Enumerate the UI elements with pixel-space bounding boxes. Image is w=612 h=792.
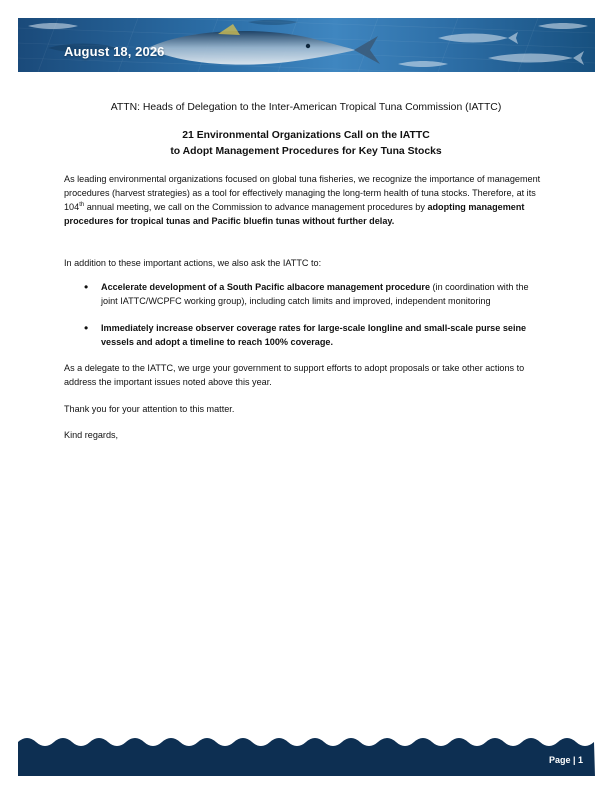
bullet-text xyxy=(101,280,546,308)
bullet-icon: • xyxy=(84,321,89,335)
intro-text-a: As leading environmental organizations focused on global tuna fisheries, we recognize the importance of management procedures (harvest strategies) as a tool for effectively managing the long-term health of tuna stocks. Therefore, at its 104 xyxy=(64,174,541,212)
additional-actions-paragraph: In addition to these important actions, we also ask the IATTC to: xyxy=(64,258,322,268)
footer-wave xyxy=(18,734,595,776)
bullet-bold-text: Immediately increase observer coverage rates for large-scale longline and small-scale purse seine vessels and adopt a timeline to reach 100% coverage. xyxy=(101,323,527,347)
intro-text-b: annual meeting, we call on the Commission to advance management procedures by xyxy=(84,202,428,212)
intro-paragraph xyxy=(64,172,544,228)
delegate-paragraph: As a delegate to the IATTC, we urge your government to support efforts to adopt proposals or take other actions to address the important issues noted above this year. xyxy=(64,363,525,387)
intro-bold-request: adopting management procedures for tropical tunas and Pacific bluefin tunas without further delay. xyxy=(64,202,525,226)
closing-line: Kind regards, xyxy=(64,430,119,440)
letter-date: August 18, 2026 xyxy=(64,44,165,59)
thank-you-line: Thank you for your attention to this matter. xyxy=(64,404,235,414)
header-banner xyxy=(18,18,595,72)
wave-graphic xyxy=(18,734,595,776)
title-line-1: 21 Environmental Organizations Call on the IATTC xyxy=(182,130,430,141)
attention-line: ATTN: Heads of Delegation to the Inter-American Tropical Tuna Commission (IATTC) xyxy=(110,102,502,113)
bullet-icon: • xyxy=(84,280,89,294)
title-line-2: to Adopt Management Procedures for Key Tuna Stocks xyxy=(170,145,442,157)
letter-title xyxy=(0,128,612,159)
page-number: Page | 1 xyxy=(548,755,583,765)
bullet-rest-text: (in coordination with the joint IATTC/WCPFC working group), including catch limits and improved, independent monitoring xyxy=(101,282,529,306)
ordinal-suffix: th xyxy=(79,202,85,208)
bullet-text xyxy=(101,321,546,349)
bullet-bold-text: Accelerate development of a South Pacific albacore management procedure xyxy=(101,282,430,292)
